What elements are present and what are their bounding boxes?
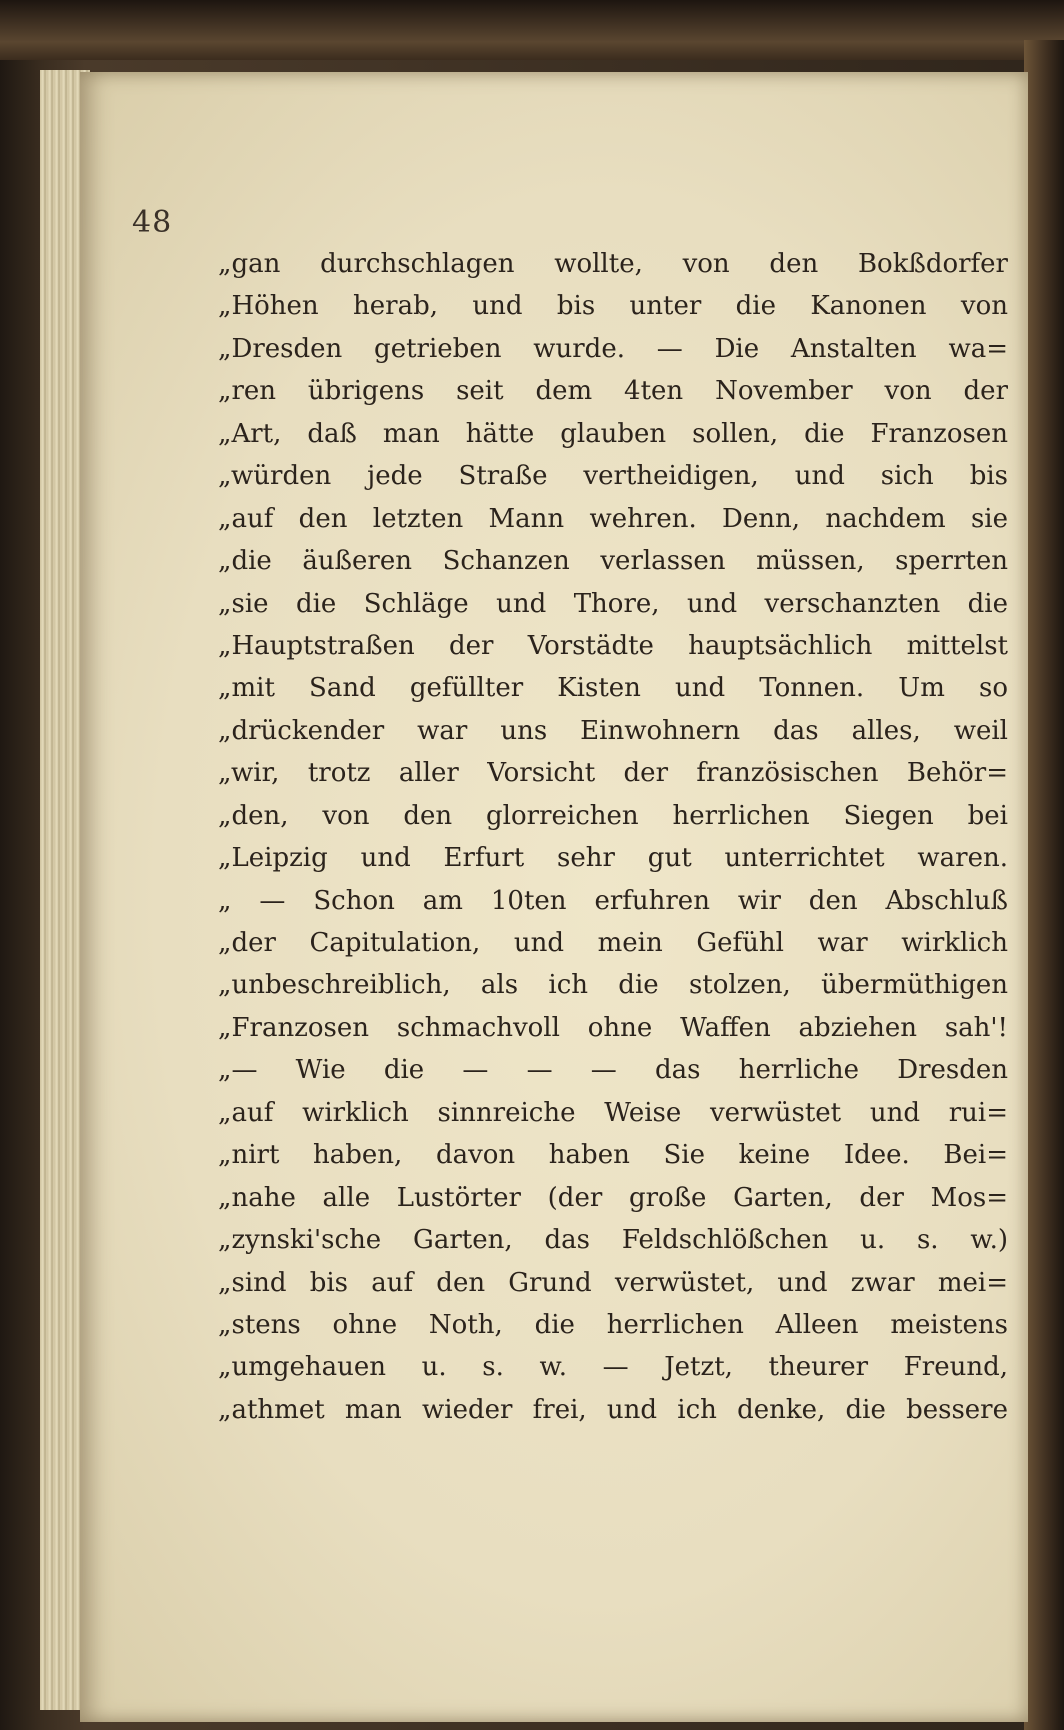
page-number: 48 — [132, 205, 173, 240]
text-line: „nirt haben, davon haben Sie keine Idee. Bei= — [218, 1140, 1008, 1171]
text-line: „mit Sand gefüllter Kisten und Tonnen. Um so — [218, 673, 1008, 704]
text-line: „Dresden getrieben wurde. — Die Anstalten wa= — [218, 333, 1008, 364]
text-line: „auf wirklich sinnreiche Weise verwüstet und rui= — [218, 1097, 1008, 1128]
text-line: „gan durchschlagen wollte, von den Bokßdorfer — [218, 249, 1008, 279]
text-line: „zynski'sche Garten, das Feldschlößchen u. s. w.) — [218, 1225, 1008, 1256]
text-line: „sie die Schläge und Thore, und verschanzten die — [218, 588, 1008, 619]
text-line: „Franzosen schmachvoll ohne Waffen abziehen sah'! — [218, 1012, 1008, 1043]
text-line: „Art, daß man hätte glauben sollen, die Franzosen — [218, 418, 1008, 449]
text-line: „sind bis auf den Grund verwüstet, und zwar mei= — [218, 1267, 1008, 1298]
text-line: „Hauptstraßen der Vorstädte hauptsächlich mittelst — [218, 630, 1008, 661]
text-line: „die äußeren Schanzen verlassen müssen, sperrten — [218, 546, 1008, 577]
book-cover-edge — [1024, 40, 1064, 1730]
text-line: „ren übrigens seit dem 4ten November von der — [218, 376, 1008, 407]
text-line: „stens ohne Noth, die herrlichen Alleen meistens — [218, 1309, 1008, 1340]
text-line: „Leipzig und Erfurt sehr gut unterrichtet waren. — [218, 843, 1008, 874]
text-line: „drückender war uns Einwohnern das alles, weil — [218, 715, 1008, 746]
text-line: „wir, trotz aller Vorsicht der französischen Behör= — [218, 758, 1008, 789]
text-line: „ — Schon am 10ten erfuhren wir den Abschluß — [218, 885, 1008, 916]
text-line: „umgehauen u. s. w. — Jetzt, theurer Freund, — [218, 1352, 1008, 1383]
text-line: „Höhen herab, und bis unter die Kanonen von — [218, 291, 1008, 322]
text-line: „würden jede Straße vertheidigen, und sich bis — [218, 461, 1008, 492]
text-line: „unbeschreiblich, als ich die stolzen, übermüthigen — [218, 970, 1008, 1001]
text-line: „nahe alle Lustörter (der große Garten, der Mos= — [218, 1182, 1008, 1213]
text-line: „der Capitulation, und mein Gefühl war wirklich — [218, 928, 1008, 958]
text-line: „athmet man wieder frei, und ich denke, die bessere — [218, 1394, 1008, 1425]
book-cover-top — [0, 0, 1064, 60]
text-line: „auf den letzten Mann wehren. Denn, nachdem sie — [218, 503, 1008, 534]
text-line: „den, von den glorreichen herrlichen Siegen bei — [218, 800, 1008, 831]
text-line: „— Wie die — — — das herrliche Dresden — [218, 1055, 1008, 1086]
body-text — [218, 243, 1008, 1431]
